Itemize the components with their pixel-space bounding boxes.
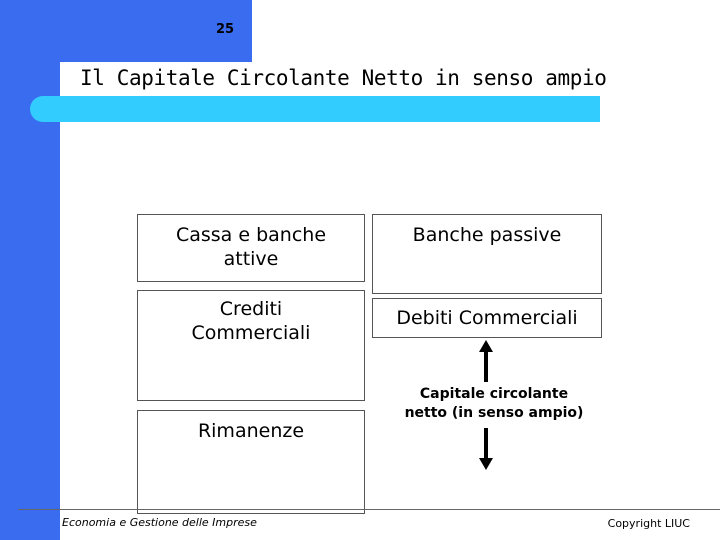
banche-passive-label: Banche passive: [412, 224, 562, 246]
debiti-commerciali-label: Debiti Commerciali: [396, 307, 578, 329]
cassa-label-line2: attive: [223, 248, 279, 270]
title-underline-bar: [30, 96, 600, 122]
crediti-commerciali-box: [137, 290, 365, 401]
cassa-label-line1: Cassa e banche: [175, 224, 327, 246]
page-number: 25: [215, 22, 235, 37]
rimanenze-box: [137, 410, 365, 514]
left-accent-bar: [0, 0, 60, 540]
footer-copyright: Copyright LIUC: [607, 517, 690, 530]
crediti-label-line2: Commerciali: [191, 322, 311, 344]
ccn-label: [380, 385, 608, 423]
banche-passive-box: [372, 214, 602, 294]
arrow-up-icon: [476, 340, 496, 382]
ccn-label-line1: Capitale circolante: [419, 386, 569, 402]
arrow-down-icon: [476, 428, 496, 470]
rimanenze-label: Rimanenze: [197, 420, 305, 442]
crediti-label-line1: Crediti: [219, 298, 283, 320]
ccn-label-line2: netto (in senso ampio): [404, 405, 584, 421]
footer-course-name: Economia e Gestione delle Imprese: [62, 516, 257, 529]
debiti-commerciali-box: [372, 298, 602, 338]
footer-divider: [18, 509, 720, 510]
slide-title: Il Capitale Circolante Netto in senso ampio: [80, 66, 607, 90]
cassa-banche-attive-box: [137, 214, 365, 282]
